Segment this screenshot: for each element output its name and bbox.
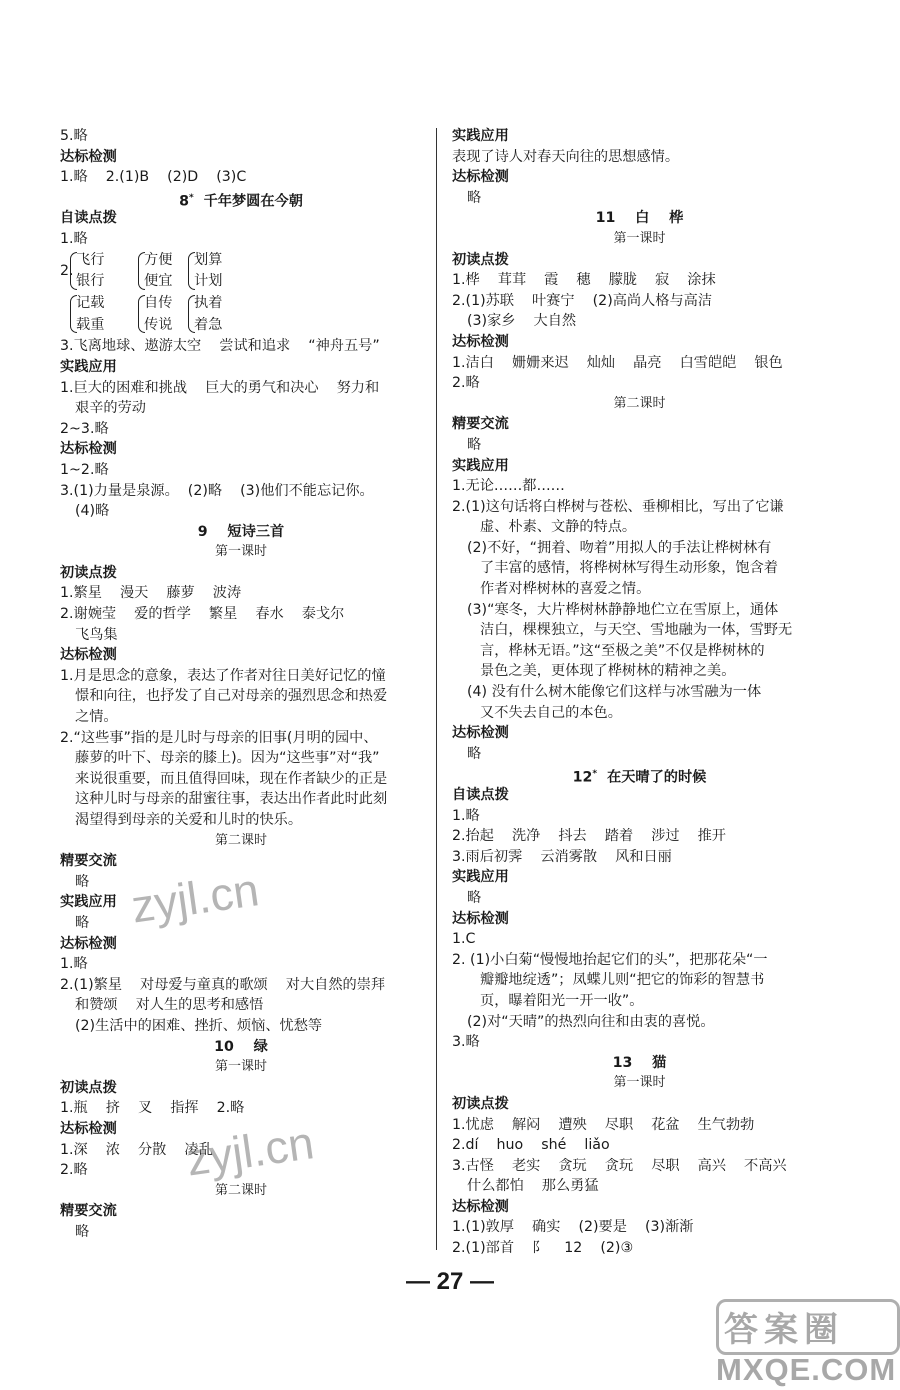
answer-line bbox=[60, 1222, 422, 1243]
right-column bbox=[452, 126, 827, 1259]
line-text: 实践应用 bbox=[452, 457, 509, 474]
answer-line bbox=[452, 806, 827, 827]
lesson-title bbox=[60, 1037, 422, 1058]
answer-line bbox=[452, 641, 827, 662]
line-text: 1.繁星 漫天 藤萝 波涛 bbox=[60, 585, 242, 602]
section-heading bbox=[452, 909, 827, 930]
line-text: (2)生活中的困难、挫折、烦恼、忧愁等 bbox=[75, 1017, 323, 1034]
self-study-marker: * bbox=[592, 769, 598, 780]
line-text: (4) 没有什么树木能像它们这样与冰雪融为一体 bbox=[467, 684, 762, 701]
brace-word: 记载 bbox=[76, 294, 105, 311]
line-text: 第一课时 bbox=[214, 1059, 267, 1075]
line-text: 2. (1)小白菊“慢慢地抬起它们的头”，把那花朵“一 bbox=[452, 951, 768, 968]
answer-line bbox=[452, 497, 827, 518]
answer-line bbox=[60, 686, 422, 707]
section-heading bbox=[60, 934, 422, 955]
answer-line bbox=[452, 744, 827, 765]
line-text: 略 bbox=[467, 436, 482, 453]
watermark-url: MXQE.COM bbox=[716, 1352, 897, 1387]
line-text: 精要交流 bbox=[452, 416, 509, 433]
title-text: 在天晴了的时候 bbox=[597, 770, 707, 787]
line-text: 1.桦 茸茸 霞 穗 朦胧 寂 涂抹 bbox=[452, 272, 716, 289]
answer-line bbox=[60, 604, 422, 625]
line-text: 之情。 bbox=[75, 709, 118, 726]
answer-line bbox=[60, 167, 422, 188]
answer-line bbox=[452, 950, 827, 971]
line-text: 自读点拨 bbox=[452, 787, 509, 803]
line-text: 1~2.略 bbox=[60, 461, 109, 478]
line-text: 言，桦林无语。”这“至极之美”不仅是桦树林的 bbox=[480, 642, 765, 659]
brace-word-group bbox=[60, 293, 422, 336]
line-text: 什么都怕 那么勇猛 bbox=[467, 1178, 599, 1195]
line-text: 1.无论……都…… bbox=[452, 478, 565, 495]
answer-line bbox=[452, 661, 827, 682]
line-text: 达标检测 bbox=[60, 441, 117, 458]
answer-line bbox=[452, 682, 827, 703]
page-number: — 27 — bbox=[405, 1268, 495, 1295]
answer-line bbox=[60, 336, 422, 357]
lesson-period-subtitle bbox=[60, 1181, 422, 1202]
line-text: 2.略 bbox=[452, 375, 480, 392]
line-text: 景色之美，更体现了桦树林的精神之美。 bbox=[480, 663, 736, 680]
answer-line bbox=[452, 991, 827, 1012]
line-text: 2.(1)这句话将白桦树与苍松、垂柳相比，写出了它谦 bbox=[452, 498, 784, 515]
brace-word: 着急 bbox=[194, 316, 223, 333]
line-text: 达标检测 bbox=[452, 1198, 509, 1215]
answer-line bbox=[60, 625, 422, 646]
line-text: 初读点拨 bbox=[60, 564, 117, 581]
line-text: 达标检测 bbox=[452, 725, 509, 742]
answer-line bbox=[452, 538, 827, 559]
lesson-title bbox=[60, 522, 422, 543]
answer-line bbox=[60, 1016, 422, 1037]
line-text: 达标检测 bbox=[60, 935, 117, 952]
answer-line bbox=[452, 291, 827, 312]
answer-line bbox=[452, 1032, 827, 1053]
title-text: 千年梦圆在今朝 bbox=[193, 193, 303, 210]
section-heading bbox=[60, 439, 422, 460]
line-text: 1.C bbox=[452, 931, 476, 948]
answer-line bbox=[60, 769, 422, 790]
line-text: (3)“寒冬，大片桦树林静静地伫立在雪原上，通体 bbox=[467, 601, 779, 618]
line-text: 虚、朴素、文静的特点。 bbox=[480, 519, 637, 536]
line-text: 来说很重要，而且值得回味，现在作者缺少的正是 bbox=[75, 770, 388, 787]
section-heading bbox=[452, 723, 827, 744]
line-text: 达标检测 bbox=[452, 333, 509, 350]
line-text: 页，曝着阳光一开一收”。 bbox=[480, 992, 644, 1009]
answer-line bbox=[452, 600, 827, 621]
brace-word-group bbox=[60, 250, 422, 293]
line-text: 达标检测 bbox=[452, 910, 509, 927]
answer-line bbox=[452, 270, 827, 291]
answer-line bbox=[60, 666, 422, 687]
brace-word: 执着 bbox=[194, 294, 223, 311]
answer-line bbox=[452, 1115, 827, 1136]
section-heading bbox=[452, 1197, 827, 1218]
line-text: 洁白，棵棵独立，与天空、雪地融为一体，雪野无 bbox=[480, 622, 793, 639]
line-text: 瓣瓣地绽透”；凤蝶儿则“把它的饰彩的智慧书 bbox=[480, 972, 765, 989]
line-text: 1.略 2.(1)B (2)D (3)C bbox=[60, 169, 247, 186]
line-text: 1.洁白 姗姗来迟 灿灿 晶亮 白雪皑皑 银色 bbox=[452, 354, 783, 371]
line-text: 11 白 桦 bbox=[595, 210, 684, 227]
line-text: 第一课时 bbox=[613, 230, 666, 246]
answer-line bbox=[60, 728, 422, 749]
brace-word: 传说 bbox=[144, 316, 173, 333]
line-text: 3.(1)力量是泉源。 (2)略 (3)他们不能忘记你。 bbox=[60, 482, 374, 499]
line-text: 实践应用 bbox=[452, 128, 509, 144]
line-text: 1.巨大的困难和挑战 巨大的勇气和决心 努力和 bbox=[60, 379, 380, 396]
line-text: 1.略 bbox=[60, 956, 88, 973]
line-text: 3.飞离地球、遨游太空 尝试和追求 “神舟五号” bbox=[60, 338, 380, 355]
answer-line bbox=[60, 481, 422, 502]
line-text: 第一课时 bbox=[214, 544, 267, 560]
line-text: 和赞颂 对人生的思考和感悟 bbox=[75, 997, 264, 1014]
line-text: 1.忧虑 解闷 遭殃 尽职 花盆 生气勃勃 bbox=[452, 1116, 755, 1133]
line-text: 达标检测 bbox=[452, 169, 509, 186]
answer-line bbox=[452, 373, 827, 394]
section-heading bbox=[452, 1094, 827, 1115]
line-text: 初读点拨 bbox=[452, 251, 509, 268]
line-text: (2)对“天晴”的热烈向往和由衷的喜悦。 bbox=[467, 1013, 715, 1030]
line-text: 3.古怪 老实 贪玩 贪玩 尽职 高兴 不高兴 bbox=[452, 1157, 787, 1174]
line-text: 实践应用 bbox=[60, 894, 117, 911]
answer-line bbox=[452, 517, 827, 538]
line-text: 2.(1)苏联 叶赛宁 (2)高尚人格与高洁 bbox=[452, 292, 713, 309]
line-text: 2.略 bbox=[60, 1162, 88, 1179]
answer-line bbox=[452, 929, 827, 950]
section-heading bbox=[452, 456, 827, 477]
line-text: 3.雨后初霁 云消雾散 风和日丽 bbox=[452, 848, 672, 865]
answer-line bbox=[452, 579, 827, 600]
line-text: 自读点拨 bbox=[60, 210, 117, 227]
line-text: 3.略 bbox=[452, 1034, 480, 1051]
line-text: 渴望得到母亲的关爱和儿时的快乐。 bbox=[75, 812, 303, 828]
answer-line bbox=[452, 147, 827, 168]
brace-word: 便宜 bbox=[144, 273, 173, 290]
answer-line bbox=[452, 847, 827, 868]
lesson-period-subtitle bbox=[60, 1057, 422, 1078]
line-text: 达标检测 bbox=[60, 148, 117, 165]
line-text: (2)不好，“拥着、吻着”用拟人的手法让桦树林有 bbox=[467, 539, 772, 556]
brace-word: 飞行 bbox=[76, 251, 105, 268]
line-text: 实践应用 bbox=[452, 869, 509, 886]
lesson-title bbox=[452, 764, 827, 785]
answer-line bbox=[452, 970, 827, 991]
brace-group-number: 2. bbox=[60, 262, 74, 279]
answer-line bbox=[452, 188, 827, 209]
section-heading bbox=[60, 147, 422, 168]
line-text: 憬和向往，也抒发了自己对母亲的强烈思念和热爱 bbox=[75, 688, 388, 705]
lesson-period-subtitle bbox=[452, 229, 827, 250]
lesson-period-subtitle bbox=[60, 831, 422, 852]
lesson-title bbox=[452, 208, 827, 229]
answer-line bbox=[452, 558, 827, 579]
line-text: 达标检测 bbox=[60, 1120, 117, 1137]
answer-line bbox=[452, 620, 827, 641]
watermark-zyjl-1: zyjl.cn bbox=[128, 863, 262, 933]
section-heading bbox=[452, 785, 827, 806]
answer-line bbox=[452, 1238, 827, 1259]
section-heading bbox=[452, 867, 827, 888]
line-text: 13 猫 bbox=[612, 1054, 667, 1071]
column-divider bbox=[436, 128, 437, 1250]
line-text: 表现了诗人对春天向往的思想感情。 bbox=[452, 148, 680, 165]
line-text: 略 bbox=[75, 914, 90, 931]
line-text: 藤萝的叶下、母亲的膝上)。因为“这些事”对“我” bbox=[75, 750, 380, 767]
line-text: 2.抬起 洗净 抖去 踏着 涉过 推开 bbox=[452, 828, 726, 845]
lesson-period-subtitle bbox=[452, 1073, 827, 1094]
line-text: 2.(1)繁星 对母爱与童真的歌颂 对大自然的崇拜 bbox=[60, 976, 386, 993]
line-text: 2~3.略 bbox=[60, 420, 109, 437]
section-heading bbox=[60, 645, 422, 666]
section-heading bbox=[452, 126, 827, 147]
answer-line bbox=[60, 707, 422, 728]
answer-line bbox=[452, 435, 827, 456]
answer-line bbox=[60, 975, 422, 996]
line-text: 略 bbox=[467, 745, 482, 762]
answer-line bbox=[60, 954, 422, 975]
line-text: 又不失去自己的本色。 bbox=[480, 704, 622, 721]
answer-line bbox=[60, 748, 422, 769]
line-text: 第二课时 bbox=[613, 395, 666, 411]
answer-line bbox=[60, 789, 422, 810]
answer-line bbox=[452, 826, 827, 847]
answer-line bbox=[452, 1156, 827, 1177]
answer-line bbox=[60, 229, 422, 250]
line-text: 略 bbox=[75, 1223, 90, 1240]
answer-line bbox=[60, 398, 422, 419]
line-text: 2.dí huo shé liǎo bbox=[452, 1137, 610, 1154]
answer-line bbox=[60, 378, 422, 399]
line-text: 略 bbox=[467, 189, 482, 206]
line-text: 1.深 浓 分散 凌乱 bbox=[60, 1141, 213, 1158]
line-text: 1.略 bbox=[452, 807, 480, 824]
brace-word: 划算 bbox=[194, 251, 223, 268]
answer-line bbox=[452, 311, 827, 332]
answer-line bbox=[452, 1217, 827, 1238]
line-text: 2.“这些事”指的是儿时与母亲的旧事(月明的园中、 bbox=[60, 729, 378, 746]
line-text: 第二课时 bbox=[214, 1182, 267, 1198]
line-text: 1.瓶 挤 叉 指挥 2.略 bbox=[60, 1100, 245, 1117]
line-text: 1.月是思念的意象，表达了作者对往日美好记忆的憧 bbox=[60, 667, 386, 684]
line-text: 初读点拨 bbox=[60, 1079, 117, 1096]
section-heading bbox=[452, 414, 827, 435]
line-text: 8 bbox=[179, 193, 189, 210]
lesson-title bbox=[60, 188, 422, 209]
lesson-period-subtitle bbox=[60, 542, 422, 563]
line-text: 9 短诗三首 bbox=[197, 523, 285, 540]
line-text: (4)略 bbox=[75, 503, 110, 520]
section-heading bbox=[60, 563, 422, 584]
answer-line bbox=[452, 1012, 827, 1033]
line-text: 略 bbox=[467, 889, 482, 906]
answer-line bbox=[60, 460, 422, 481]
line-text: 第一课时 bbox=[613, 1075, 666, 1091]
line-text: 实践应用 bbox=[60, 358, 117, 375]
lesson-period-subtitle bbox=[452, 394, 827, 415]
answer-line bbox=[60, 419, 422, 440]
section-heading bbox=[60, 1078, 422, 1099]
section-heading bbox=[60, 1201, 422, 1222]
answer-line bbox=[452, 476, 827, 497]
answer-line bbox=[60, 126, 422, 147]
answer-line bbox=[452, 888, 827, 909]
line-text: 略 bbox=[75, 873, 90, 890]
line-text: 12 bbox=[572, 770, 593, 787]
section-heading bbox=[452, 167, 827, 188]
section-heading bbox=[60, 208, 422, 229]
answer-line bbox=[452, 703, 827, 724]
line-text: 飞鸟集 bbox=[75, 626, 118, 643]
line-text: (3)家乡 大自然 bbox=[467, 313, 577, 330]
line-text: 1.略 bbox=[60, 230, 88, 247]
line-text: 10 绿 bbox=[214, 1038, 268, 1055]
line-text: 作者对桦树林的喜爱之情。 bbox=[480, 581, 651, 598]
line-text: 初读点拨 bbox=[452, 1095, 509, 1112]
brace-word: 方便 bbox=[144, 251, 173, 268]
line-text: 这种儿时与母亲的甜蜜往事，表达出作者此时此刻 bbox=[75, 791, 388, 808]
line-text: 精要交流 bbox=[60, 1203, 117, 1220]
line-text: 2.(1)部首 阝 12 (2)③ bbox=[452, 1240, 634, 1257]
section-heading bbox=[452, 332, 827, 353]
self-study-marker: * bbox=[188, 192, 194, 203]
answer-line bbox=[60, 995, 422, 1016]
answer-line bbox=[452, 1135, 827, 1156]
answer-line bbox=[60, 501, 422, 522]
brace-word: 自传 bbox=[144, 294, 173, 311]
line-text: 2.谢婉莹 爱的哲学 繁星 春水 泰戈尔 bbox=[60, 606, 345, 623]
line-text: 1.(1)敦厚 确实 (2)要是 (3)渐渐 bbox=[452, 1219, 694, 1236]
section-heading bbox=[60, 357, 422, 378]
watermark-zyjl-2: zyjl.cn bbox=[183, 1116, 317, 1186]
left-column bbox=[60, 126, 422, 1242]
answer-line bbox=[60, 810, 422, 831]
answer-line bbox=[60, 1098, 422, 1119]
line-text: 第二课时 bbox=[214, 832, 267, 848]
lesson-title bbox=[452, 1053, 827, 1074]
answer-line bbox=[60, 583, 422, 604]
section-heading bbox=[452, 250, 827, 271]
answer-line bbox=[452, 353, 827, 374]
brace-word: 计划 bbox=[194, 273, 223, 290]
line-text: 了丰富的感情，将桦树林写得生动形象，饱含着 bbox=[480, 560, 778, 577]
line-text: 精要交流 bbox=[60, 853, 117, 870]
answer-line bbox=[452, 1176, 827, 1197]
line-text: 5.略 bbox=[60, 128, 88, 144]
watermark-logo-text: 答案圈 bbox=[724, 1310, 844, 1350]
line-text: 达标检测 bbox=[60, 647, 117, 664]
line-text: 艰辛的劳动 bbox=[75, 400, 146, 417]
brace-word: 载重 bbox=[76, 316, 105, 333]
brace-word: 银行 bbox=[76, 273, 105, 290]
